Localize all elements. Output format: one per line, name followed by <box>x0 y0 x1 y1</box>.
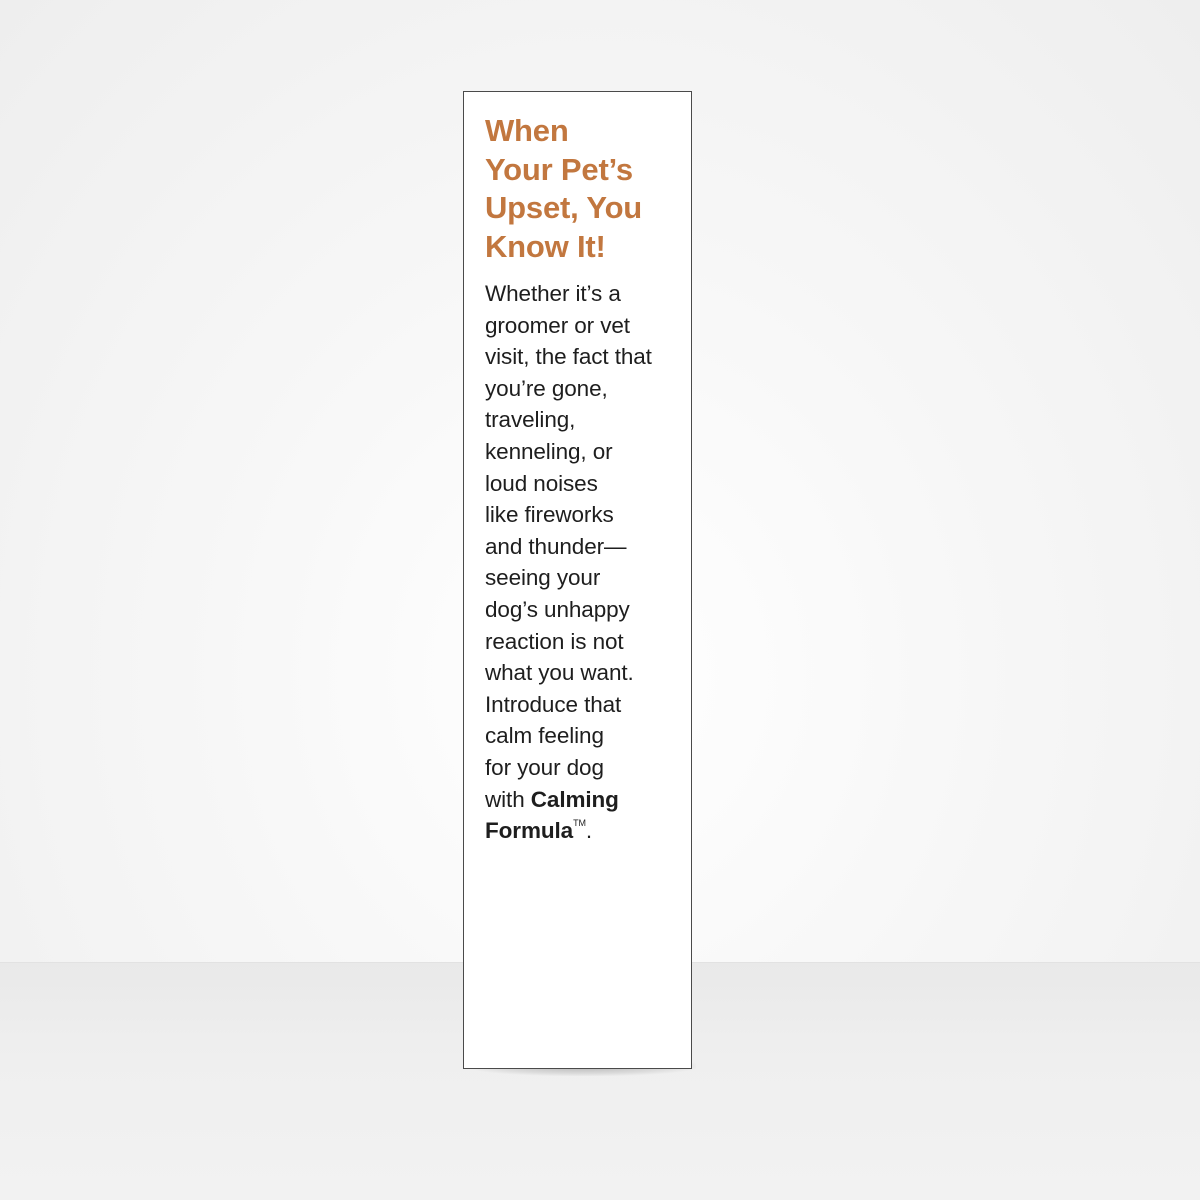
headline-line: When <box>485 113 569 148</box>
body-line: for your dog <box>485 754 604 780</box>
headline-line: Know It! <box>485 228 606 264</box>
body-line: visit, the fact that <box>485 344 652 370</box>
body-line: dog’s unhappy <box>485 596 630 622</box>
body-copy <box>485 278 690 847</box>
body-line: groomer or vet <box>485 312 630 338</box>
body-line: seeing your <box>485 565 601 591</box>
package-side-panel <box>463 91 692 1069</box>
body-line: reaction is not <box>485 628 624 654</box>
body-line: Introduce that <box>485 691 622 717</box>
closing-line-2 <box>485 815 690 847</box>
closing-prefix: with <box>485 786 531 812</box>
closing-period: . <box>585 818 593 844</box>
product-name-part1: Calming <box>530 786 619 812</box>
body-line: you’re gone, <box>485 375 608 401</box>
headline-line: Upset, You <box>485 190 643 225</box>
headline-line: Your Pet’s <box>485 151 633 187</box>
body-line: kenneling, or <box>485 438 613 464</box>
product-name-part2: Formula <box>485 818 574 844</box>
body-line: loud noises <box>485 470 598 496</box>
body-line: what you want. <box>485 660 634 686</box>
body-line: traveling, <box>485 407 576 433</box>
closing-line <box>485 784 690 816</box>
headline <box>485 112 685 266</box>
body-line: and thunder— <box>485 533 627 559</box>
body-line: like fireworks <box>485 502 614 528</box>
body-line: calm feeling <box>485 723 604 749</box>
body-line: Whether it’s a <box>485 281 621 306</box>
trademark-symbol: TM <box>573 818 586 829</box>
